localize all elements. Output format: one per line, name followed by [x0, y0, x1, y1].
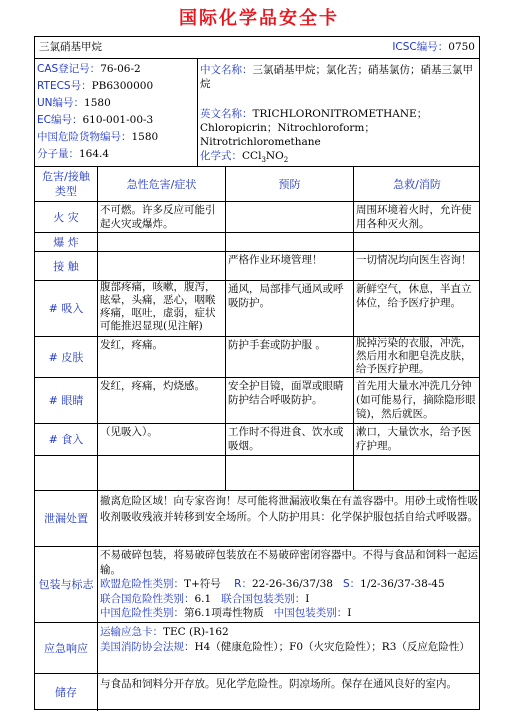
- chinese-name: 中文名称：三氯硝基甲烷；氯化苦；硝基氯仿；硝基三氯甲烷: [200, 64, 473, 90]
- un-number: UN编号：1580: [37, 97, 111, 109]
- english-name: 英文名称：TRICHLORONITROMETHANE； Chloropicrin；Nitrochloroform； Nitrotrichloromethane: [200, 108, 428, 148]
- row-label-skin: # 皮肤: [48, 350, 84, 364]
- row-label-inhalation: # 吸入: [48, 302, 84, 315]
- un-classification: 联合国危险性类别：6.1 联合国包装类别：I: [100, 592, 310, 605]
- emergency-content: [98, 625, 480, 655]
- cn-classification: 中国危险性类别：第6.1项毒性物质 中国包装类别：I: [100, 607, 352, 619]
- section-label-storage: 储存: [55, 686, 77, 699]
- transport-card: 运输应急卡：TEC (R)-162: [100, 626, 229, 638]
- skin-hazard: 发红，疼痛。: [100, 339, 163, 351]
- ingestion-hazard: （见吸入）。: [100, 426, 158, 438]
- section-label-emergency: 应急响应: [44, 641, 88, 655]
- safety-card: [34, 36, 480, 710]
- column-header-first-aid: 急救/消防: [393, 177, 441, 191]
- row-label-ingestion: # 食入: [48, 433, 84, 446]
- eyes-first-aid: 首先用大量水冲洗几分钟(如可能易行，摘除隐形眼镜)，然后就医。: [356, 380, 476, 420]
- row-label-explosion: 爆 炸: [53, 235, 79, 249]
- contact-first-aid: 一切情况均向医生咨询！: [356, 254, 472, 266]
- inhalation-first-aid: 新鲜空气，休息，半直立体位，给予医疗护理。: [356, 283, 472, 309]
- storage-text: 与食品和饲料分开存放。见化学危险性。阴凉场所。保存在通风良好的室内。: [100, 678, 457, 690]
- contact-prevention: 严格作业环境管理！: [228, 254, 323, 266]
- packaging-content: [98, 548, 480, 621]
- fire-hazard: 不可燃。许多反应可能引起火灾或爆炸。: [100, 204, 216, 230]
- column-header-type: 危害/接触类型: [42, 170, 90, 198]
- inhalation-hazard: 腹部疼痛，咳嗽，腹泻，眩晕，头痛，恶心，咽喉疼痛，呕吐，虚弱，症状可能推迟显现(见注解): [100, 281, 216, 332]
- skin-first-aid: 脱掉污染的衣服，冲洗，然后用水和肥皂洗皮肤，给予医疗护理。: [356, 337, 472, 375]
- eyes-prevention: 安全护目镜，面罩或眼睛防护结合呼吸防护。: [228, 380, 344, 406]
- molecular-weight: 分子量：164.4: [37, 148, 110, 160]
- fire-first-aid: 周围环境着火时，允许使用各种灭火剂。: [356, 204, 472, 230]
- eu-classification: 欧盟危险性类别：T+符号 R：22-26-36/37/38 S：1/2-36/37-38-45: [100, 578, 445, 590]
- row-label-contact: 接 触: [53, 259, 79, 273]
- section-label-packaging: 包装与标志: [38, 578, 94, 591]
- icsc-number: ICSC编号：0750: [392, 41, 475, 53]
- chemical-formula: 化学式：$CCl_3NO_2$: [200, 150, 289, 165]
- skin-prevention: 防护手套或防护服 。: [228, 339, 326, 351]
- column-header-hazard: 急性危害/症状: [126, 177, 197, 191]
- row-label-fire: 火 灾: [53, 210, 79, 224]
- row-label-eyes: # 眼睛: [48, 394, 84, 407]
- packaging-text: 不易破碎包装，将易破碎包装放在不易破碎密闭容器中。不得与食品和饲料一起运输。: [100, 549, 478, 576]
- identity-codes: [37, 61, 197, 163]
- spill-text: 撤离危险区域！向专家咨询！尽可能将泄漏液收集在有盖容器中。用砂土或惰性吸收剂吸收残液并转移到安全场所。个人防护用具：化学保护服包括自给式呼吸器。: [100, 495, 478, 523]
- ingestion-first-aid: 漱口，大量饮水，给予医疗护理。: [356, 426, 472, 452]
- section-label-spill: 泄漏处置: [44, 512, 88, 525]
- column-header-prevention: 预防: [278, 177, 301, 191]
- substance-name: 三氯硝基甲烷: [39, 41, 102, 53]
- eyes-hazard: 发红，疼痛，灼烧感。: [100, 380, 205, 392]
- cas-number: CAS登记号：76-06-2: [37, 63, 141, 75]
- ec-number: EC编号：610-001-00-3: [37, 114, 154, 126]
- ingestion-prevention: 工作时不得进食、饮水或吸烟。: [228, 426, 344, 452]
- inhalation-prevention: 通风，局部排气通风或呼吸防护。: [228, 283, 344, 309]
- nfpa-code: 美国消防协会法规：H4（健康危险性）；F0（火灾危险性）；R3（反应危险性）: [100, 641, 470, 653]
- rtecs-number: RTECS号：PB6300000: [37, 80, 154, 92]
- document-title: 国际化学品安全卡: [179, 8, 339, 29]
- cn-dangerous-goods-number: 中国危险货物编号：1580: [37, 131, 159, 143]
